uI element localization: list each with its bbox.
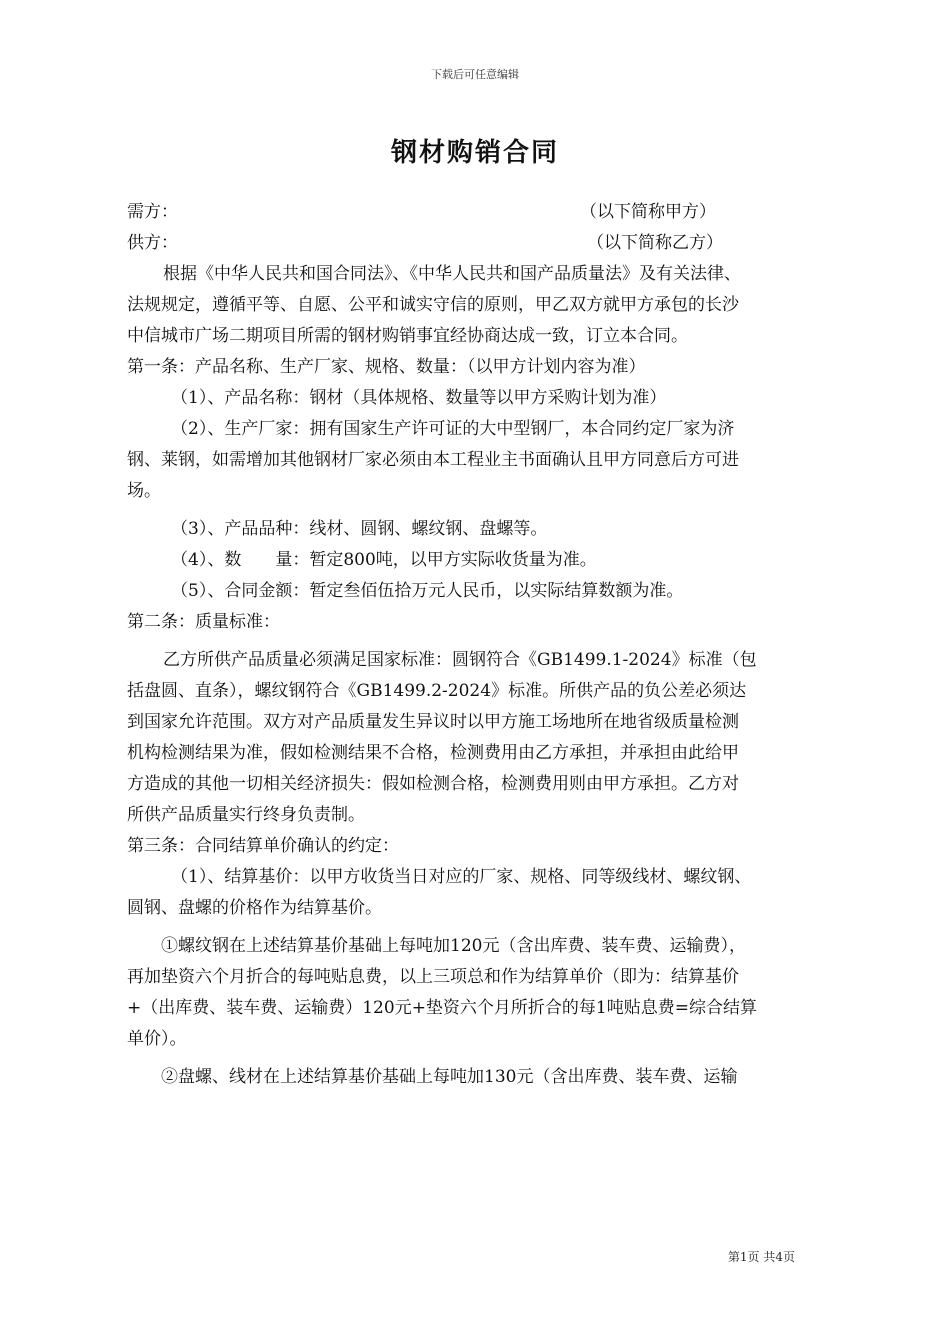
buyer-note: （以下简称甲方） [580,202,716,222]
page-number: 第1页 共4页 [727,1250,795,1264]
paragraph-line: 括盘圆、直条），螺纹钢符合《GB1499.2-2024》标准。所供产品的负公差必须达 [127,681,747,701]
clause-line: 再加垫资六个月折合的每吨贴息费，以上三项总和作为结算单价（即为：结算基价 [127,967,739,987]
article-heading: 第三条：合同结算单价确认的约定： [127,836,399,856]
article-heading: 第二条：质量标准： [127,612,280,632]
clause-line: 钢、莱钢，如需增加其他钢材厂家必须由本工程业主书面确认且甲方同意后方可进 [127,450,739,470]
seller-note: （以下简称乙方） [587,233,723,253]
buyer-row [127,197,827,228]
paragraph-line: 法规规定，遵循平等、自愿、公平和诚实守信的原则，甲乙双方就甲方承包的长沙 [127,295,739,315]
clause-line: 圆钢、盘螺的价格作为结算基价。 [127,898,382,918]
clause-line: 场。 [127,481,161,501]
page-header: 下载后可任意编辑 [431,68,519,81]
seller-label: 供方： [127,233,178,253]
clause-line: （1）、产品名称：钢材（具体规格、数量等以甲方采购计划为准） [171,388,667,408]
article-heading: 第一条：产品名称、生产厂家、规格、数量：（以甲方计划内容为准） [127,357,646,377]
paragraph-line: 方造成的其他一切相关经济损失：假如检测合格，检测费用则由甲方承担。乙方对 [127,774,739,794]
paragraph-line: 乙方所供产品质量必须满足国家标准：圆钢符合《GB1499.1-2024》标准（包 [163,650,757,670]
paragraph-line: 根据《中华人民共和国合同法》、《中华人民共和国产品质量法》及有关法律、 [163,264,741,284]
clause-line: +（出库费、装车费、运输费）120元+垫资六个月所折合的每1吨贴息费=综合结算 [127,998,757,1018]
clause-line: （2）、生产厂家：拥有国家生产许可证的大中型钢厂，本合同约定厂家为济 [171,419,735,439]
contract-body [127,197,827,1093]
clause-line: （3）、产品品种：线材、圆钢、螺纹钢、盘螺等。 [171,519,548,539]
clause-line: 单价）。 [127,1029,187,1049]
paragraph-line: 所供产品质量实行终身负责制。 [127,805,365,825]
paragraph-line: 到国家允许范围。双方对产品质量发生异议时以甲方施工场地所在地省级质量检测 [127,712,739,732]
clause-line: （4）、数 量：暂定800吨，以甲方实际收货量为准。 [171,550,597,570]
seller-row [127,228,827,259]
clause-line: ①螺纹钢在上述结算基价基础上每吨加120元（含出库费、装车费、运输费）， [161,936,746,956]
buyer-label: 需方： [127,202,178,222]
clause-line: （5）、合同金额：暂定叁佰伍拾万元人民币，以实际结算数额为准。 [171,581,684,601]
document-title: 钢材购销合同 [390,138,559,168]
clause-line: （1）、结算基价：以甲方收货当日对应的厂家、规格、同等级线材、螺纹钢、 [171,867,752,887]
paragraph-line: 中信城市广场二期项目所需的钢材购销事宜经协商达成一致，订立本合同。 [127,326,688,346]
clause-line: ②盘螺、线材在上述结算基价基础上每吨加130元（含出库费、装车费、运输 [161,1067,738,1087]
paragraph-line: 机构检测结果为准，假如检测结果不合格，检测费用由乙方承担，并承担由此给甲 [127,743,739,763]
